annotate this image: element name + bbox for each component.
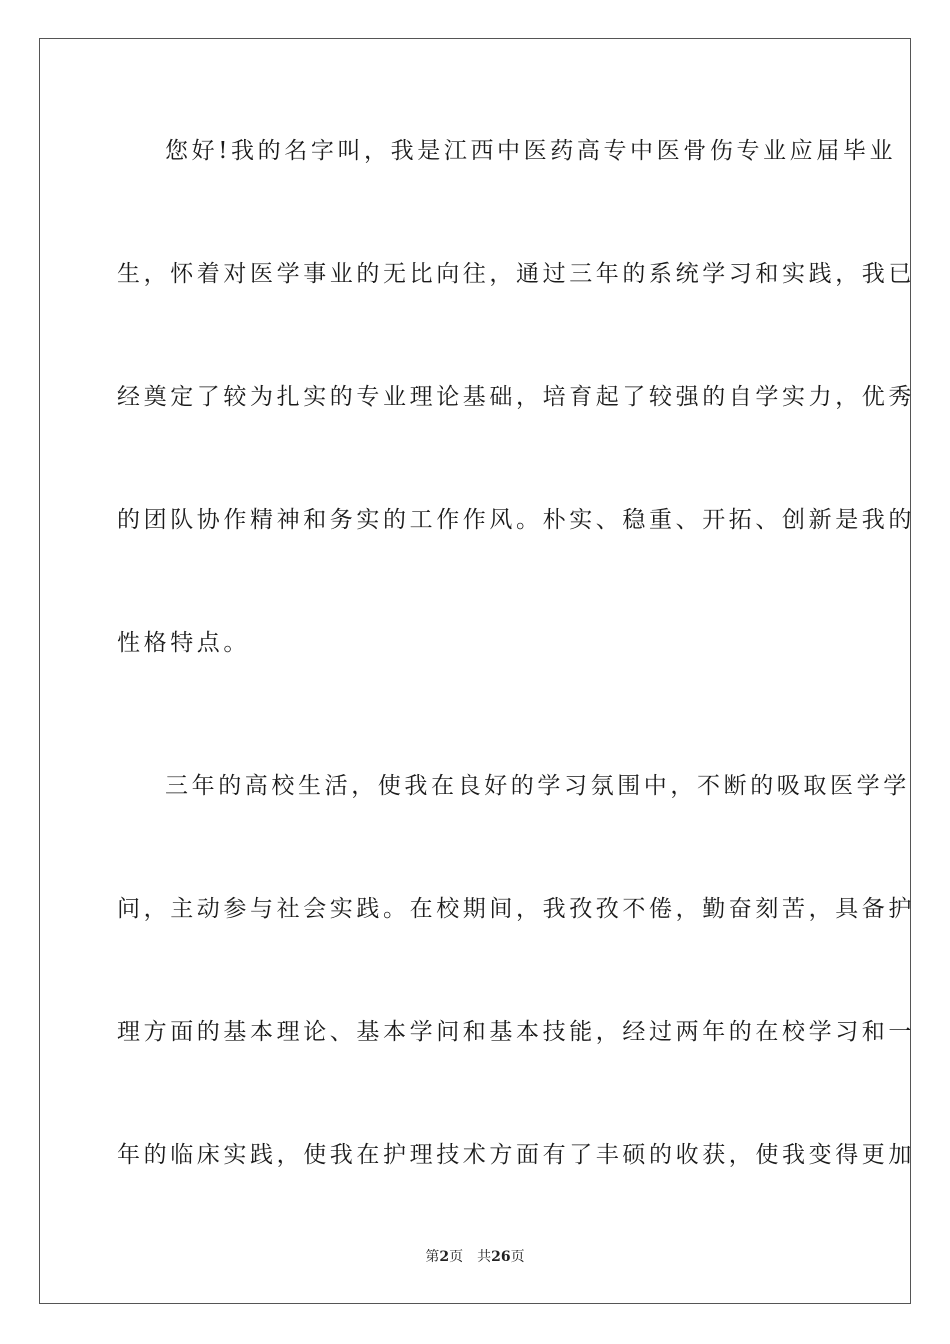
text-line: 的团队协作精神和务实的工作作风。朴实、稳重、开拓、创新是我的 bbox=[117, 507, 915, 533]
text-line: 性格特点。 bbox=[117, 630, 250, 656]
paragraph-1 bbox=[117, 118, 915, 733]
text-line: 问，主动参与社会实践。在校期间，我孜孜不倦，勤奋刻苦，具备护 bbox=[117, 896, 915, 922]
text-line: 理方面的基本理论、基本学问和基本技能，经过两年的在校学习和一 bbox=[117, 1019, 915, 1045]
document-body bbox=[117, 118, 915, 1245]
text-line: 年的临床实践，使我在护理技术方面有了丰硕的收获，使我变得更加 bbox=[117, 1142, 915, 1168]
paragraph-spacer bbox=[117, 733, 833, 753]
paragraph-2 bbox=[117, 753, 915, 1245]
page-suffix: 页 bbox=[449, 1249, 464, 1265]
total-prefix: 共 bbox=[477, 1249, 492, 1265]
total-suffix: 页 bbox=[510, 1249, 525, 1265]
page-footer bbox=[0, 1246, 950, 1266]
text-line: 三年的高校生活，使我在良好的学习氛围中，不断的吸取医学学 bbox=[165, 773, 910, 799]
text-line: 经奠定了较为扎实的专业理论基础，培育起了较强的自学实力，优秀 bbox=[117, 384, 915, 410]
text-line: 您好!我的名字叫，我是江西中医药高专中医骨伤专业应届毕业 bbox=[165, 138, 897, 164]
page-prefix: 第 bbox=[425, 1249, 440, 1265]
page-number: 2 bbox=[439, 1249, 450, 1265]
text-line: 生，怀着对医学事业的无比向往，通过三年的系统学习和实践，我已 bbox=[117, 261, 915, 287]
total-pages: 26 bbox=[491, 1249, 511, 1265]
